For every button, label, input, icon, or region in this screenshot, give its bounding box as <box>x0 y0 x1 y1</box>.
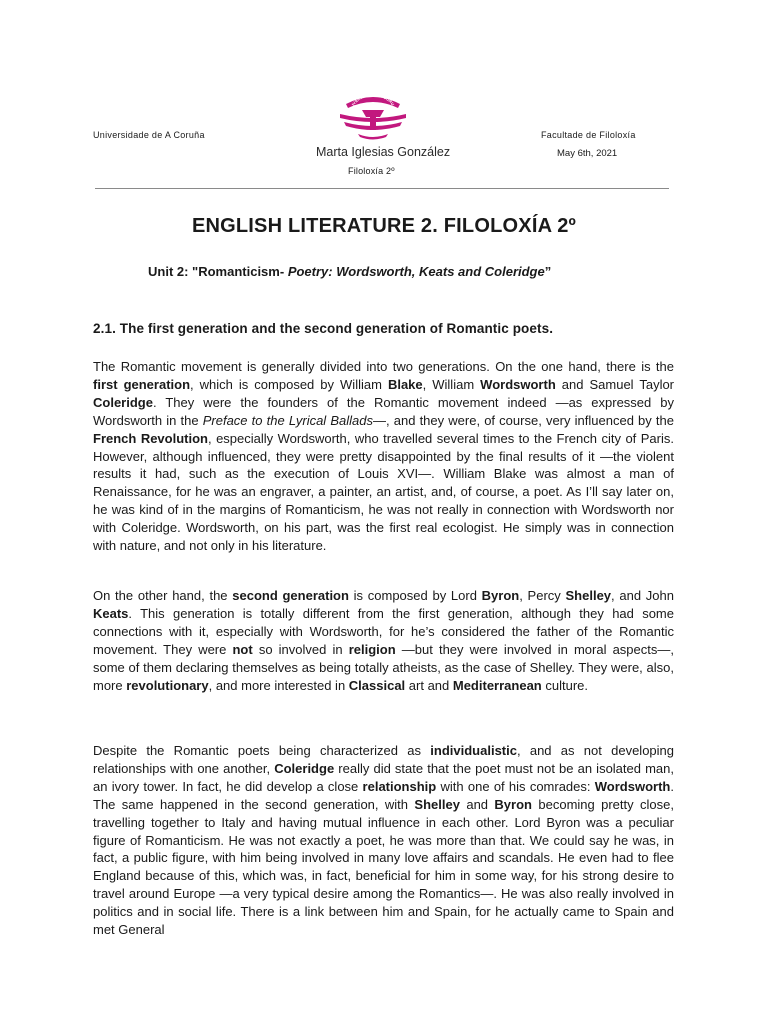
author-name: Marta Iglesias González <box>316 145 451 159</box>
paragraph-first-generation: The Romantic movement is generally divided into two generations. On the one hand, there is the first generation, which is composed by William Blake, William Wordsworth and Samuel Taylor Coleridge. They were the founders of the Romantic movement indeed —as expressed by Wordsworth in the Preface to the Lyrical Ballads—, and they were, of course, very influenced by the French Revolution, especially Wordsworth, who travelled several times to the French city of Paris. However, although influenced, they were pretty disappointed by the final results of it —the violent results it had, such as the execution of Louis XVI—. William Blake was almost a man of Renaissance, for he was an engraver, a painter, an artist, and, of course, a poet. As I’ll say later on, he was kind of in the margins of Romanticism, he was not really in connection with Wordsworth nor with Coleridge. Wordsworth, on his part, was the first real ecologist. He simply was in connection with nature, and not only in his literature. <box>93 359 675 554</box>
svg-text:UNIVERSIDADE DA CORUÑA <box>336 90 395 106</box>
header-divider <box>95 188 669 189</box>
document-title: ENGLISH LITERATURE 2. FILOLOXÍA 2º <box>191 215 577 237</box>
paragraph-second-generation: On the other hand, the second generation is composed by Lord Byron, Percy Shelley, and John Keats. This generation is totally different from the first generation, although they had some connections with it, especially with Wordsworth, for he’s considered the father of the Romantic movement. They were not so involved in religion —but they were involved in moral aspects—, some of them declaring themselves as being totally atheists, as the case of Shelley. They were, also, more revolutionary, and more interested in Classical art and Mediterranean culture. <box>93 588 674 693</box>
logo-text: IVERSIDADE DA CORU <box>350 92 396 107</box>
section-heading: 2.1. The first generation and the second generation of Romantic poets. <box>93 321 554 336</box>
course-name: Filoloxía 2º <box>348 166 395 176</box>
unit-subtitle: Unit 2: "Romanticism- Poetry: Wordsworth, Keats and Coleridge” <box>148 264 552 279</box>
university-name: Universidade de A Coruña <box>93 130 205 140</box>
paragraph-relationships: Despite the Romantic poets being characterized as individualistic, and as not developing relationships with one another, Coleridge really did state that the poet must not be an isolated man, an ivory tower. In fact, he did develop a close relationship with one of his comrades: Wordsworth. The same happened in the second generation, with Shelley and Byron becoming pretty close, travelling together to Italy and having mutual influence in each other. Lord Byron was a peculiar figure of Romanticism. He was not exactly a poet, he was more than that. We could say he was, in fact, a public figure, with him being involved in many love affairs and scandals. He even had to flee England because of this, which was, in fact, beneficial for him in some way, for his strong desire to travel around Europe —a very typical desire among the Romantics—. He was also really involved in politics and in social life. There is a link between him and Spain, for he actually came to Spain and met General <box>93 743 675 938</box>
university-logo <box>336 90 410 140</box>
faculty-name: Facultade de Filoloxía <box>541 130 636 140</box>
document-date: May 6th, 2021 <box>557 148 618 159</box>
